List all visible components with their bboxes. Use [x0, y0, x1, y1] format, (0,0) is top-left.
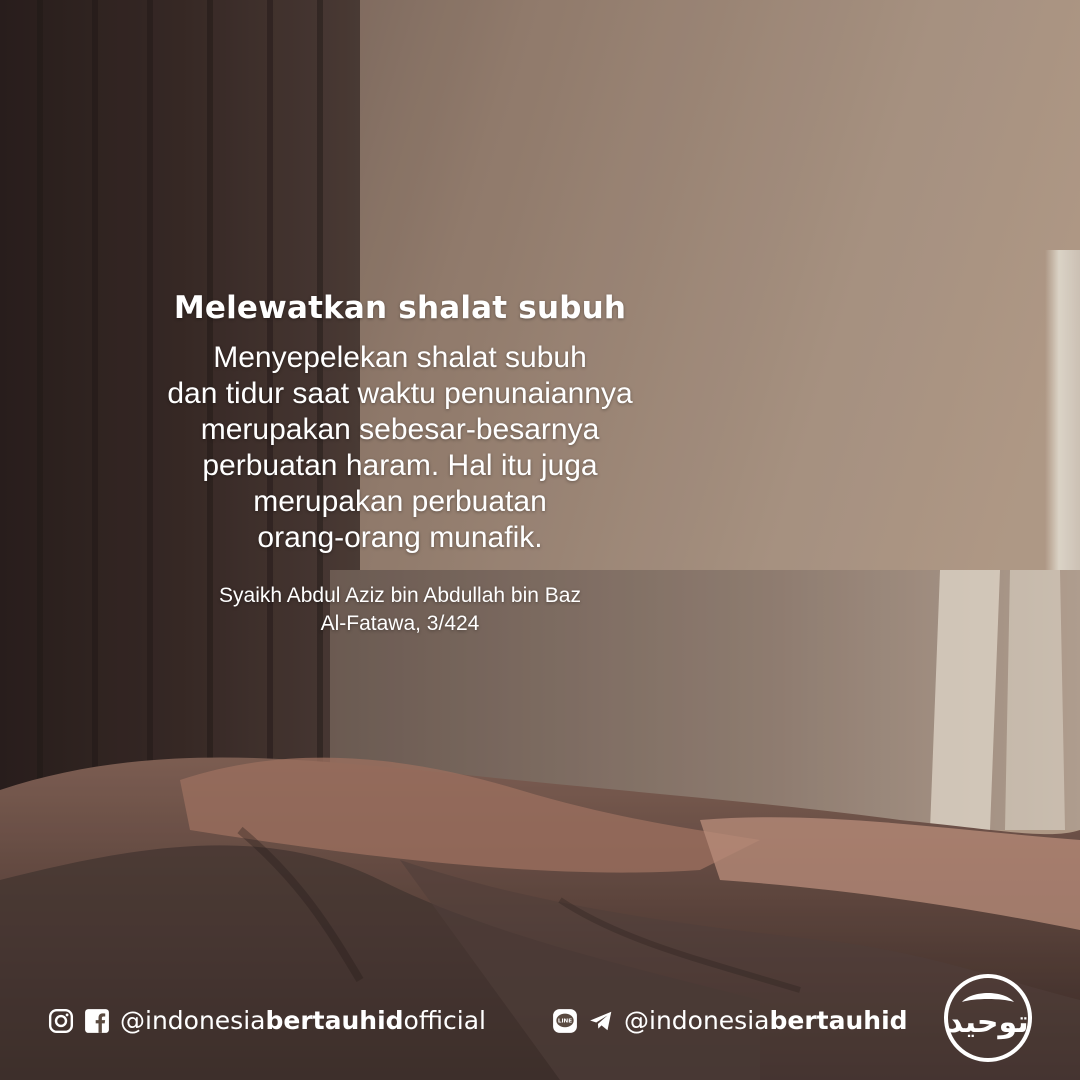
quote-line: merupakan perbuatan [253, 485, 547, 518]
quote-line: Menyepelekan shalat subuh [213, 341, 587, 374]
telegram-icon[interactable] [588, 1008, 614, 1034]
quote-line: dan tidur saat waktu penunaiannya [167, 377, 633, 410]
facebook-icon[interactable] [84, 1008, 110, 1034]
social-handle-official[interactable] [120, 1003, 486, 1039]
handle-bold: bertauhid [265, 1006, 404, 1035]
footer-social-left [48, 1003, 486, 1039]
handle-prefix: @indonesia [624, 1006, 770, 1035]
tauhid-logo [942, 972, 1034, 1064]
quote-title: Melewatkan shalat subuh [173, 290, 627, 326]
quote-line: perbuatan haram. Hal itu juga [202, 449, 598, 482]
social-handle[interactable] [624, 1003, 908, 1039]
quote-line: orang-orang munafik. [257, 521, 543, 554]
handle-suffix: official [403, 1006, 486, 1035]
svg-text:LINE: LINE [557, 1018, 573, 1025]
quote-text [100, 340, 700, 556]
handle-bold: bertauhid [769, 1006, 908, 1035]
footer-social-right [552, 1003, 908, 1039]
attribution-source: Al-Fatawa, 3/424 [320, 612, 480, 635]
quote-line: merupakan sebesar-besarnya [200, 413, 600, 446]
quote-block [100, 290, 700, 638]
attribution-author: Syaikh Abdul Aziz bin Abdullah bin Baz [219, 584, 581, 607]
quote-attribution [100, 582, 700, 638]
logo-text: توحيد [947, 1005, 1029, 1040]
handle-prefix: @indonesia [120, 1006, 266, 1035]
instagram-icon[interactable] [48, 1008, 74, 1034]
line-icon[interactable] [552, 1008, 578, 1034]
